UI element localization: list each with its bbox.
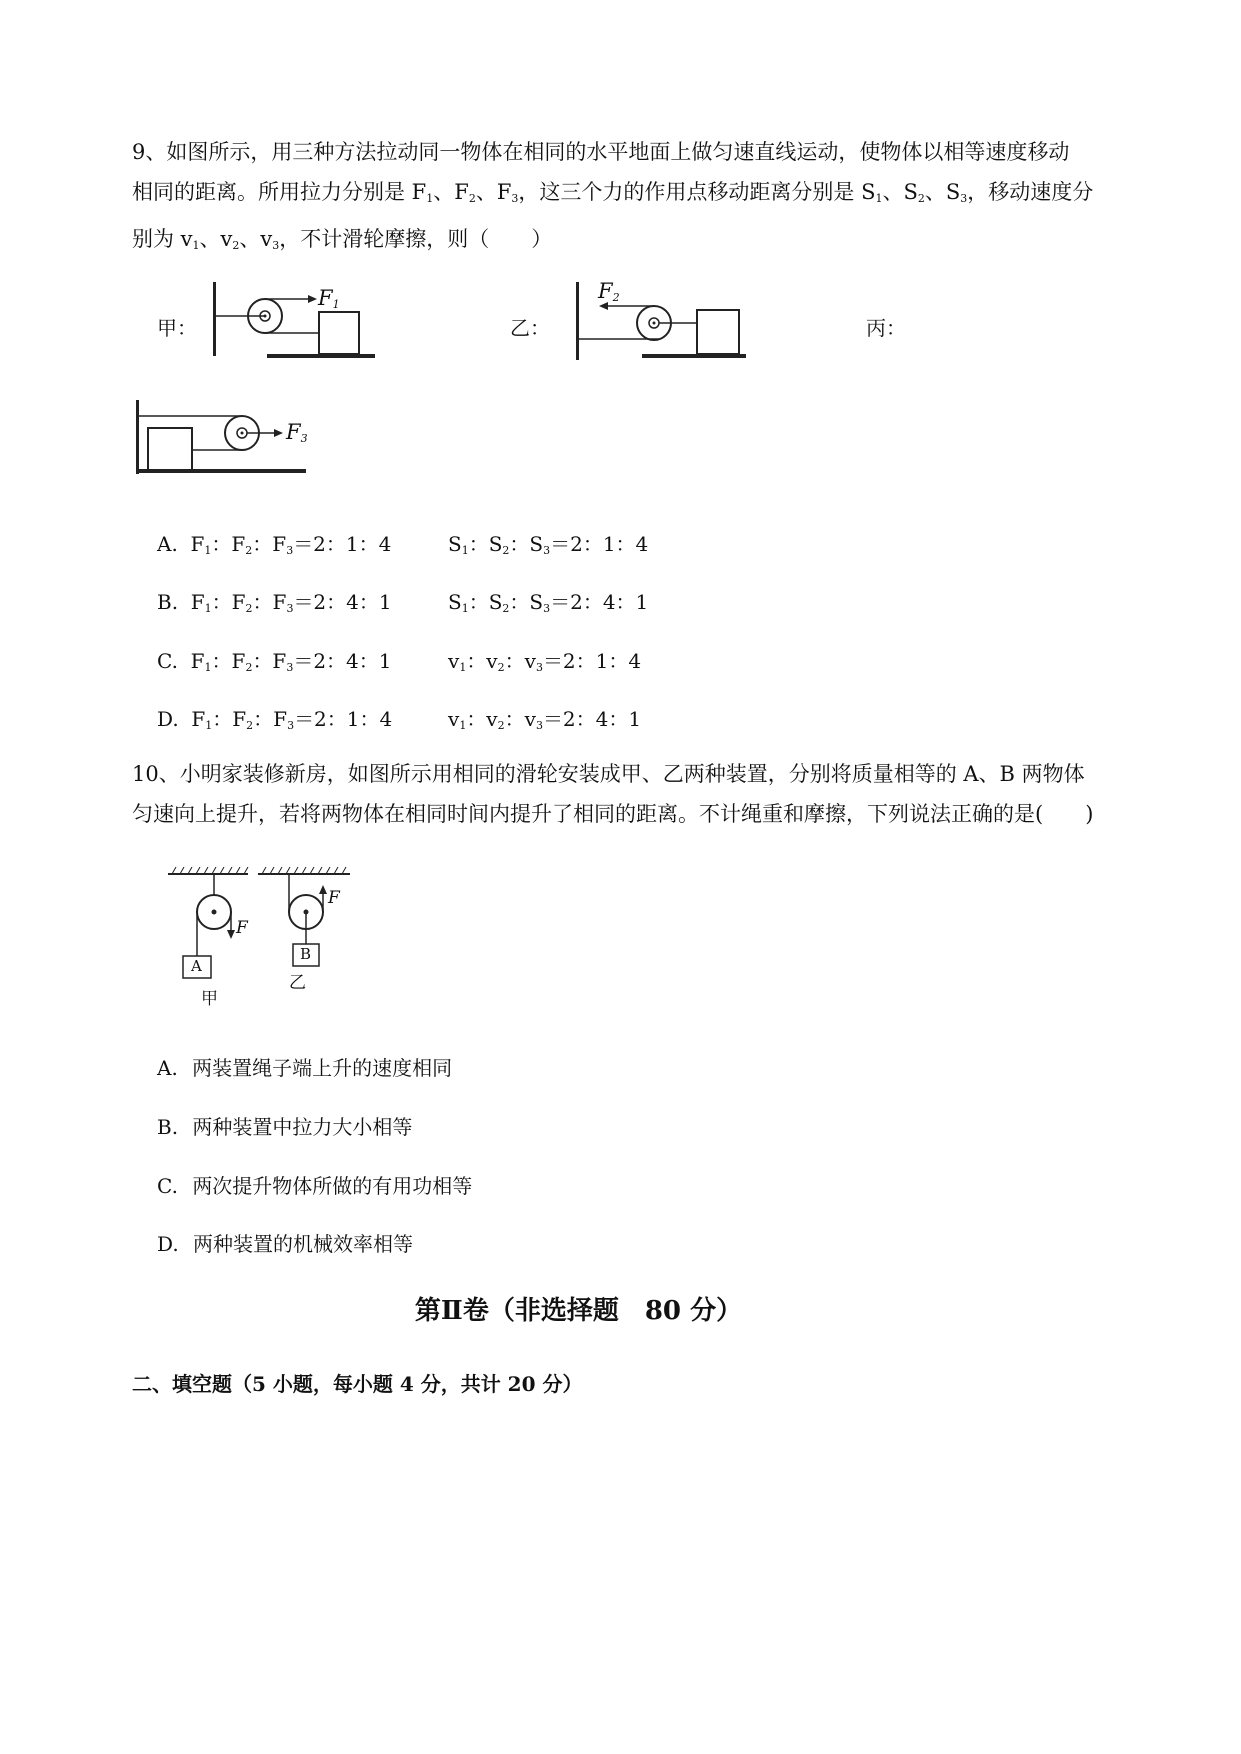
q9-option-b-right: $S_1$：$S_2$：$S_3=2$：4：1	[448, 590, 649, 615]
q10-block-a-label: A	[191, 957, 202, 975]
q10-block-b-label: B	[300, 945, 312, 963]
section-title: 第Ⅱ卷（非选择题 80 分）	[414, 1296, 743, 1326]
q10-option-b[interactable]: B. 两种装置中拉力大小相等	[157, 1115, 413, 1139]
q9-line-3: 别为 $v_1$、$v_2$、$v_3$，不计滑轮摩擦，则（ ）	[132, 227, 553, 252]
q10-label-jia: 甲	[201, 989, 218, 1009]
q9-option-d-right: $v_1$：$v_2$：$v_3=2$：4：1	[448, 707, 642, 732]
q10-option-c[interactable]: C. 两次提升物体所做的有用功相等	[157, 1174, 473, 1198]
q9-fig-label-jia: 甲：	[157, 316, 197, 340]
q10-line-2: 匀速向上提升，若将两物体在相同时间内提升了相同的距离。不计绳重和摩擦，下列说法正确的是( )	[132, 802, 1094, 826]
q9-option-a[interactable]: A. $F_1$：$F_2$：$F_3=2$：1：4	[157, 532, 392, 557]
q10-line-1: 10、小明家装修新房，如图所示用相同的滑轮安装成甲、乙两种装置，分别将质量相等的 A、B 两物体	[132, 762, 1085, 786]
q9-option-a-right: $S_1$：$S_2$：$S_3=2$：1：4	[448, 532, 649, 557]
q9-option-c-right: $v_1$：$v_2$：$v_3=2$：1：4	[448, 649, 642, 674]
q9-option-d[interactable]: D. $F_1$：$F_2$：$F_3=2$：1：4	[157, 707, 393, 732]
q9-stem	[132, 132, 1132, 266]
q10-option-d[interactable]: D. 两种装置的机械效率相等	[157, 1232, 414, 1256]
q10-stem	[132, 754, 1132, 834]
q9-line-2: 相同的距离。所用拉力分别是 $F_1$、$F_2$、$F_3$，这三个力的作用点移动距离分别是 $S_1$、$S_2$、$S_3$，移动速度分	[132, 180, 1094, 205]
q10-option-a[interactable]: A. 两装置绳子端上升的速度相同	[157, 1056, 453, 1080]
q9-option-c[interactable]: C. $F_1$：$F_2$：$F_3=2$：4：1	[157, 649, 392, 674]
q9-option-b[interactable]: B. $F_1$：$F_2$：$F_3=2$：4：1	[157, 590, 392, 615]
q9-fig-label-bing: 丙：	[866, 316, 906, 340]
q10-label-yi: 乙	[289, 973, 306, 993]
q9-force-f2: $F_2$	[598, 279, 620, 304]
section-subtitle: 二、填空题（5 小题，每小题 4 分，共计 20 分）	[132, 1372, 583, 1396]
q10-force-f-yi: F	[328, 888, 340, 908]
q9-line-1: 9、如图所示，用三种方法拉动同一物体在相同的水平地面上做匀速直线运动，使物体以相等速度移动	[132, 140, 1070, 164]
q9-figure-bing	[130, 396, 310, 478]
q10-force-f-jia: F	[236, 918, 248, 938]
q9-fig-label-yi: 乙：	[510, 316, 550, 340]
q9-force-f3: $F_3$	[286, 420, 308, 445]
q9-figure-yi	[570, 278, 750, 364]
q9-figure-jia	[205, 278, 385, 362]
q10-figure	[160, 864, 370, 1009]
q9-force-f1: $F_1$	[318, 286, 340, 311]
